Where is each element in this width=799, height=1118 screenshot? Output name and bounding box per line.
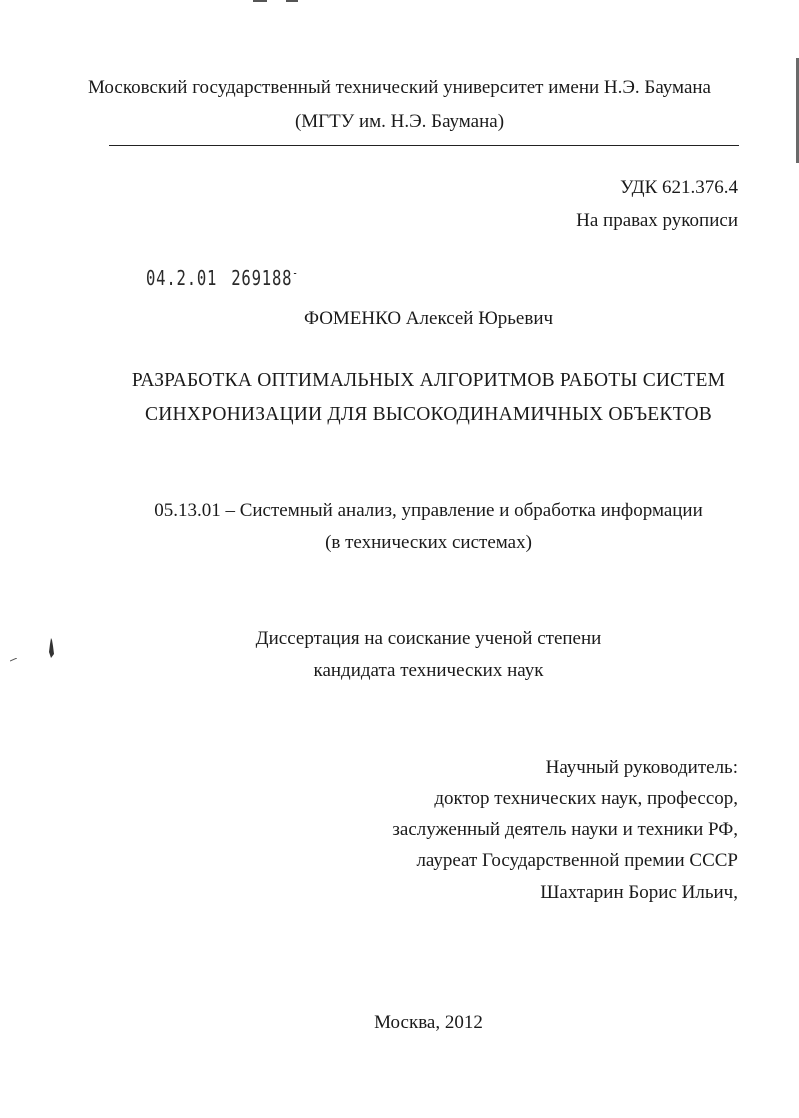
archive-stamp <box>146 266 299 290</box>
supervisor-award: лауреат Государственной премии СССР <box>416 850 738 871</box>
supervisor-degree: доктор технических наук, профессор, <box>434 788 738 809</box>
manuscript-rights: На правах рукописи <box>576 210 738 231</box>
stamp-number: 269188 <box>231 266 293 290</box>
header-divider <box>109 145 739 146</box>
scan-artifact-top-2 <box>286 0 298 2</box>
author-name: ФОМЕНКО Алексей Юрьевич <box>303 308 554 329</box>
dissertation-title-line-1: РАЗРАБОТКА ОПТИМАЛЬНЫХ АЛГОРИТМОВ РАБОТЫ СИСТЕМ <box>131 370 726 391</box>
stamp-date: 04.2.01 <box>146 266 218 290</box>
degree-line-2: кандидата технических наук <box>313 660 544 681</box>
ink-dash <box>10 658 17 662</box>
university-short-name: (МГТУ им. Н.Э. Баумана) <box>294 111 505 132</box>
specialty-code-line: 05.13.01 – Системный анализ, управление и обработка информации <box>154 500 703 521</box>
specialty-subline: (в технических системах) <box>325 532 532 553</box>
degree-line-1: Диссертация на соискание ученой степени <box>255 628 602 649</box>
scan-artifact-top <box>253 0 267 2</box>
stamp-tick: - <box>292 266 299 280</box>
supervisor-heading: Научный руководитель: <box>545 757 738 778</box>
udk-code: УДК 621.376.4 <box>620 177 738 198</box>
dissertation-title-line-2: СИНХРОНИЗАЦИИ ДЛЯ ВЫСОКОДИНАМИЧНЫХ ОБЪЕКТОВ <box>145 404 712 425</box>
city-and-year: Москва, 2012 <box>374 1012 483 1033</box>
university-full-name: Московский государственный технический университет имени Н.Э. Баумана <box>88 77 711 98</box>
supervisor-name: Шахтарин Борис Ильич, <box>540 882 738 903</box>
supervisor-honor: заслуженный деятель науки и техники РФ, <box>392 819 738 840</box>
